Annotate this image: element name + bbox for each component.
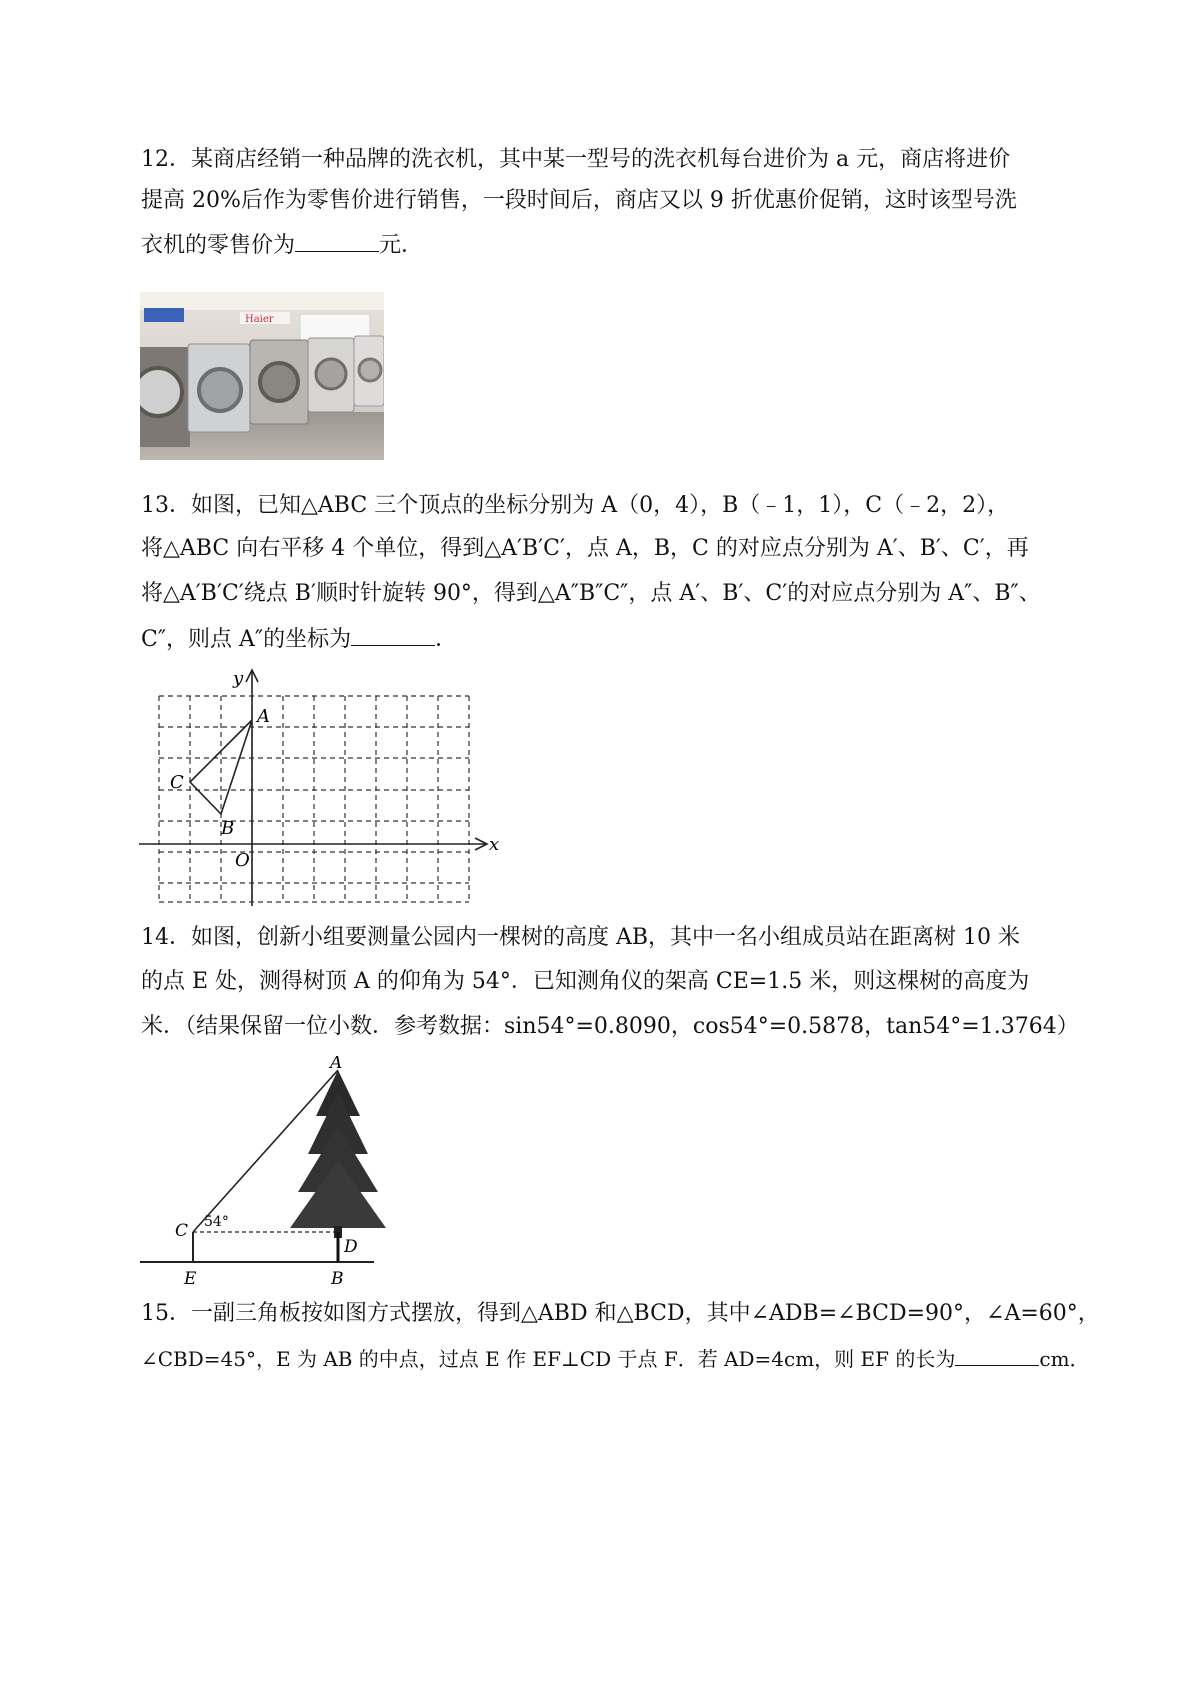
q14-line-1: 14．如图，创新小组要测量公园内一棵树的高度 AB，其中一名小组成员站在距离树 10 米 [141,925,1021,950]
angle-label: 54° [204,1214,229,1230]
point-a-label: A [257,706,270,727]
haier-sign: Haier [245,314,274,325]
q12-line-1: 12．某商店经销一种品牌的洗衣机，其中某一型号的洗衣机每台进价为 a 元，商店将进价 [141,147,1011,172]
label-e: E [184,1269,197,1288]
point-c-label: C [170,772,184,793]
origin-label: O [235,850,250,871]
point-b-label: B [221,818,235,839]
label-c: C [175,1221,189,1241]
q12-answer-blank [295,231,379,252]
axes [139,670,487,906]
q12-line-3-end: 元． [379,233,424,258]
q15-line-2-text: ∠CBD=45°，E 为 AB 的中点，过点 E 作 EF⊥CD 于点 F．若 AD=4cm，则 EF 的长为 [141,1347,956,1371]
y-axis-label: y [233,668,244,689]
washing-machine-photo [140,292,384,460]
q13-line-4-text: C″，则点 A″的坐标为 [141,627,352,652]
x-axis-label: x [489,834,500,855]
q13-line-2: 将△ABC 向右平移 4 个单位，得到△A′B′C′，点 A，B，C 的对应点分别为 A′、B′、C′，再 [141,536,1029,561]
q14-line-2: 的点 E 处，测得树顶 A 的仰角为 54°．已知测角仪的架高 CE=1.5 米，则这棵树的高度为 [141,969,1030,994]
label-a: A [330,1056,343,1073]
q13-answer-blank [351,625,435,646]
q12-line-2: 提高 20%后作为零售价进行销售，一段时间后，商店又以 9 折优惠价促销，这时该型号洗 [141,188,1017,213]
q15-answer-blank [955,1345,1039,1366]
label-d: D [344,1237,358,1257]
coordinate-grid-figure [135,664,500,908]
q13-line-4 [141,625,1101,654]
q12-line-3 [141,231,1101,260]
tree-height-figure [138,1056,390,1288]
label-b: B [331,1269,344,1288]
q13-line-1: 13．如图，已知△ABC 三个顶点的坐标分别为 A（0，4），B（﹣1，1），C（﹣2，2）， [141,493,1010,518]
q13-line-3: 将△A′B′C′绕点 B′顺时针旋转 90°，得到△A″B″C″，点 A′、B′、C′的对应点分别为 A″、B″、 [141,581,1041,606]
q13-line-4-end: ． [435,627,458,652]
q15-line-2 [141,1345,1101,1373]
q14-line-3: 米．（结果保留一位小数．参考数据：sin54°=0.8090，cos54°=0.5878，tan54°=1.3764） [141,1014,1079,1039]
q12-line-3-text: 衣机的零售价为 [141,233,296,258]
q15-line-2-end: cm． [1039,1347,1090,1371]
q15-line-1: 15．一副三角板按如图方式摆放，得到△ABD 和△BCD，其中∠ADB=∠BCD=90°，∠A=60°， [141,1301,1100,1326]
